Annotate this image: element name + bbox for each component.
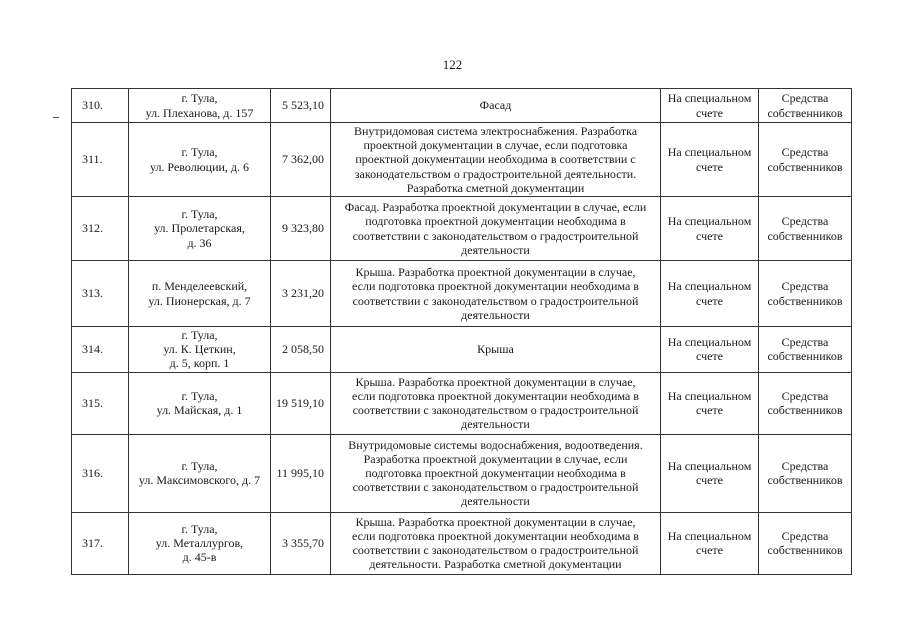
funding-source-line: Средства <box>781 91 829 106</box>
works-line: Крыша <box>477 342 514 357</box>
works-line: если подготовка проектной документации необходима в <box>352 279 639 294</box>
account-type-cell <box>661 327 759 373</box>
funding-source-line: собственников <box>767 105 843 120</box>
table-row <box>72 123 852 197</box>
funding-source-cell <box>759 197 852 261</box>
address-line: д. 36 <box>187 235 212 250</box>
funding-source-cell <box>759 261 852 327</box>
account-type-line: счете <box>695 105 724 120</box>
address-cell <box>129 372 271 434</box>
works-cell <box>331 372 661 434</box>
works-line: Крыша. Разработка проектной документации в случае, <box>355 514 636 529</box>
account-type-cell <box>661 89 759 123</box>
row-number-cell: 312. <box>72 197 129 261</box>
account-type-cell <box>661 512 759 574</box>
row-number-cell: 310. <box>72 89 129 123</box>
funding-source-line: Средства <box>781 214 829 229</box>
area-cell: 9 323,80 <box>271 197 331 261</box>
funding-source-cell <box>759 434 852 512</box>
funding-source-line: собственников <box>767 543 843 558</box>
works-cell <box>331 327 661 373</box>
table-row <box>72 327 852 373</box>
works-line: соответствии с законодательством о градостроительной <box>352 403 639 418</box>
table-row <box>72 372 852 434</box>
works-line: деятельности <box>461 494 530 509</box>
account-type-cell <box>661 197 759 261</box>
address-line: ул. Плеханова, д. 157 <box>145 105 254 120</box>
account-type-line: На специальном <box>667 279 752 294</box>
area-cell: 19 519,10 <box>271 372 331 434</box>
address-line: ул. Металлургов, <box>155 536 244 551</box>
funding-source-line: собственников <box>767 159 843 174</box>
row-number-cell: 316. <box>72 434 129 512</box>
table-row <box>72 197 852 261</box>
funding-source-line: Средства <box>781 528 829 543</box>
table-row <box>72 89 852 123</box>
works-line: Внутридомовые системы водоснабжения, водоотведения. <box>348 437 643 452</box>
address-cell <box>129 512 271 574</box>
table-row <box>72 261 852 327</box>
address-line: ул. Пролетарская, <box>154 221 245 236</box>
funding-source-line: Средства <box>781 458 829 473</box>
account-type-line: На специальном <box>667 388 752 403</box>
works-line: проектной документации в случае, если подготовка <box>363 138 628 153</box>
row-number-cell: 313. <box>72 261 129 327</box>
funding-source-cell <box>759 123 852 197</box>
funding-source-cell <box>759 512 852 574</box>
address-line: д. 45-в <box>182 550 217 565</box>
margin-mark <box>53 117 59 118</box>
address-line: ул. К. Цеткин, <box>163 342 236 357</box>
works-line: деятельности <box>461 417 530 432</box>
works-line: соответствии с законодательством о градостроительной <box>352 480 639 495</box>
works-line: соответствии с законодательством о градостроительной <box>352 293 639 308</box>
address-line: ул. Пионерская, д. 7 <box>148 293 251 308</box>
address-line: г. Тула, <box>181 91 218 106</box>
address-cell <box>129 261 271 327</box>
works-line: если подготовка проектной документации необходима в <box>352 388 639 403</box>
funding-source-line: собственников <box>767 403 843 418</box>
account-type-cell <box>661 261 759 327</box>
address-line: ул. Майская, д. 1 <box>156 403 243 418</box>
area-cell: 7 362,00 <box>271 123 331 197</box>
address-line: г. Тула, <box>181 388 218 403</box>
address-cell <box>129 123 271 197</box>
capital-repair-table <box>71 88 852 575</box>
works-line: Разработка сметной документации <box>406 180 585 195</box>
works-line: Фасад. Разработка проектной документации в случае, если <box>344 200 647 215</box>
address-line: ул. Максимовского, д. 7 <box>138 473 261 488</box>
funding-source-cell <box>759 327 852 373</box>
account-type-line: счете <box>695 159 724 174</box>
address-line: г. Тула, <box>181 458 218 473</box>
works-cell <box>331 89 661 123</box>
works-line: если подготовка проектной документации необходима в <box>352 528 639 543</box>
table-row <box>72 512 852 574</box>
account-type-line: На специальном <box>667 458 752 473</box>
account-type-line: На специальном <box>667 528 752 543</box>
table-row <box>72 434 852 512</box>
works-line: Внутридомовая система электроснабжения. Разработка <box>353 124 638 138</box>
works-line: Крыша. Разработка проектной документации в случае, <box>355 265 636 280</box>
account-type-line: счете <box>695 349 724 364</box>
address-line: д. 5, корп. 1 <box>169 356 230 371</box>
works-line: соответствии с законодательством о градостроительной <box>352 543 639 558</box>
address-line: г. Тула, <box>181 207 218 222</box>
funding-source-line: Средства <box>781 388 829 403</box>
address-line: г. Тула, <box>181 145 218 160</box>
address-line: п. Менделеевский, <box>151 279 248 294</box>
funding-source-cell <box>759 89 852 123</box>
works-line: законодательством о градостроительной деятельности. <box>354 166 637 181</box>
account-type-line: На специальном <box>667 145 752 160</box>
account-type-line: На специальном <box>667 214 752 229</box>
works-cell <box>331 434 661 512</box>
works-line: деятельности <box>461 242 530 257</box>
account-type-line: счете <box>695 473 724 488</box>
area-cell: 3 231,20 <box>271 261 331 327</box>
address-cell <box>129 434 271 512</box>
funding-source-line: Средства <box>781 279 829 294</box>
works-line: подготовка проектной документации необходима в <box>365 214 626 229</box>
row-number-cell: 311. <box>72 123 129 197</box>
works-line: Разработка проектной документации в случае, если <box>363 451 628 466</box>
account-type-cell <box>661 372 759 434</box>
funding-source-line: Средства <box>781 335 829 350</box>
address-cell <box>129 89 271 123</box>
works-line: Фасад <box>479 98 512 113</box>
address-line: г. Тула, <box>181 328 218 343</box>
works-cell <box>331 197 661 261</box>
account-type-line: счете <box>695 293 724 308</box>
account-type-line: счете <box>695 228 724 243</box>
row-number-cell: 314. <box>72 327 129 373</box>
works-cell <box>331 123 661 197</box>
account-type-cell <box>661 123 759 197</box>
works-cell <box>331 512 661 574</box>
address-line: г. Тула, <box>181 521 218 536</box>
address-cell <box>129 327 271 373</box>
address-cell <box>129 197 271 261</box>
area-cell: 3 355,70 <box>271 512 331 574</box>
page-number: 122 <box>442 57 463 72</box>
works-line: деятельности. Разработка сметной документации <box>369 557 622 572</box>
funding-source-line: собственников <box>767 293 843 308</box>
row-number-cell: 315. <box>72 372 129 434</box>
account-type-cell <box>661 434 759 512</box>
row-number-cell: 317. <box>72 512 129 574</box>
works-cell <box>331 261 661 327</box>
account-type-line: На специальном <box>667 335 752 350</box>
area-cell: 2 058,50 <box>271 327 331 373</box>
account-type-line: На специальном <box>667 91 752 106</box>
funding-source-cell <box>759 372 852 434</box>
funding-source-line: Средства <box>781 145 829 160</box>
works-line: проектной документации необходима в соответствии с <box>355 152 636 167</box>
address-line: ул. Революции, д. 6 <box>149 159 250 174</box>
works-line: Крыша. Разработка проектной документации в случае, <box>355 374 636 389</box>
area-cell: 11 995,10 <box>271 434 331 512</box>
funding-source-line: собственников <box>767 228 843 243</box>
works-line: подготовка проектной документации необходима в <box>365 466 626 481</box>
funding-source-line: собственников <box>767 473 843 488</box>
works-line: деятельности <box>461 307 530 322</box>
works-line: соответствии с законодательством о градостроительной <box>352 228 639 243</box>
account-type-line: счете <box>695 403 724 418</box>
funding-source-line: собственников <box>767 349 843 364</box>
table-body <box>72 89 852 575</box>
account-type-line: счете <box>695 543 724 558</box>
area-cell: 5 523,10 <box>271 89 331 123</box>
